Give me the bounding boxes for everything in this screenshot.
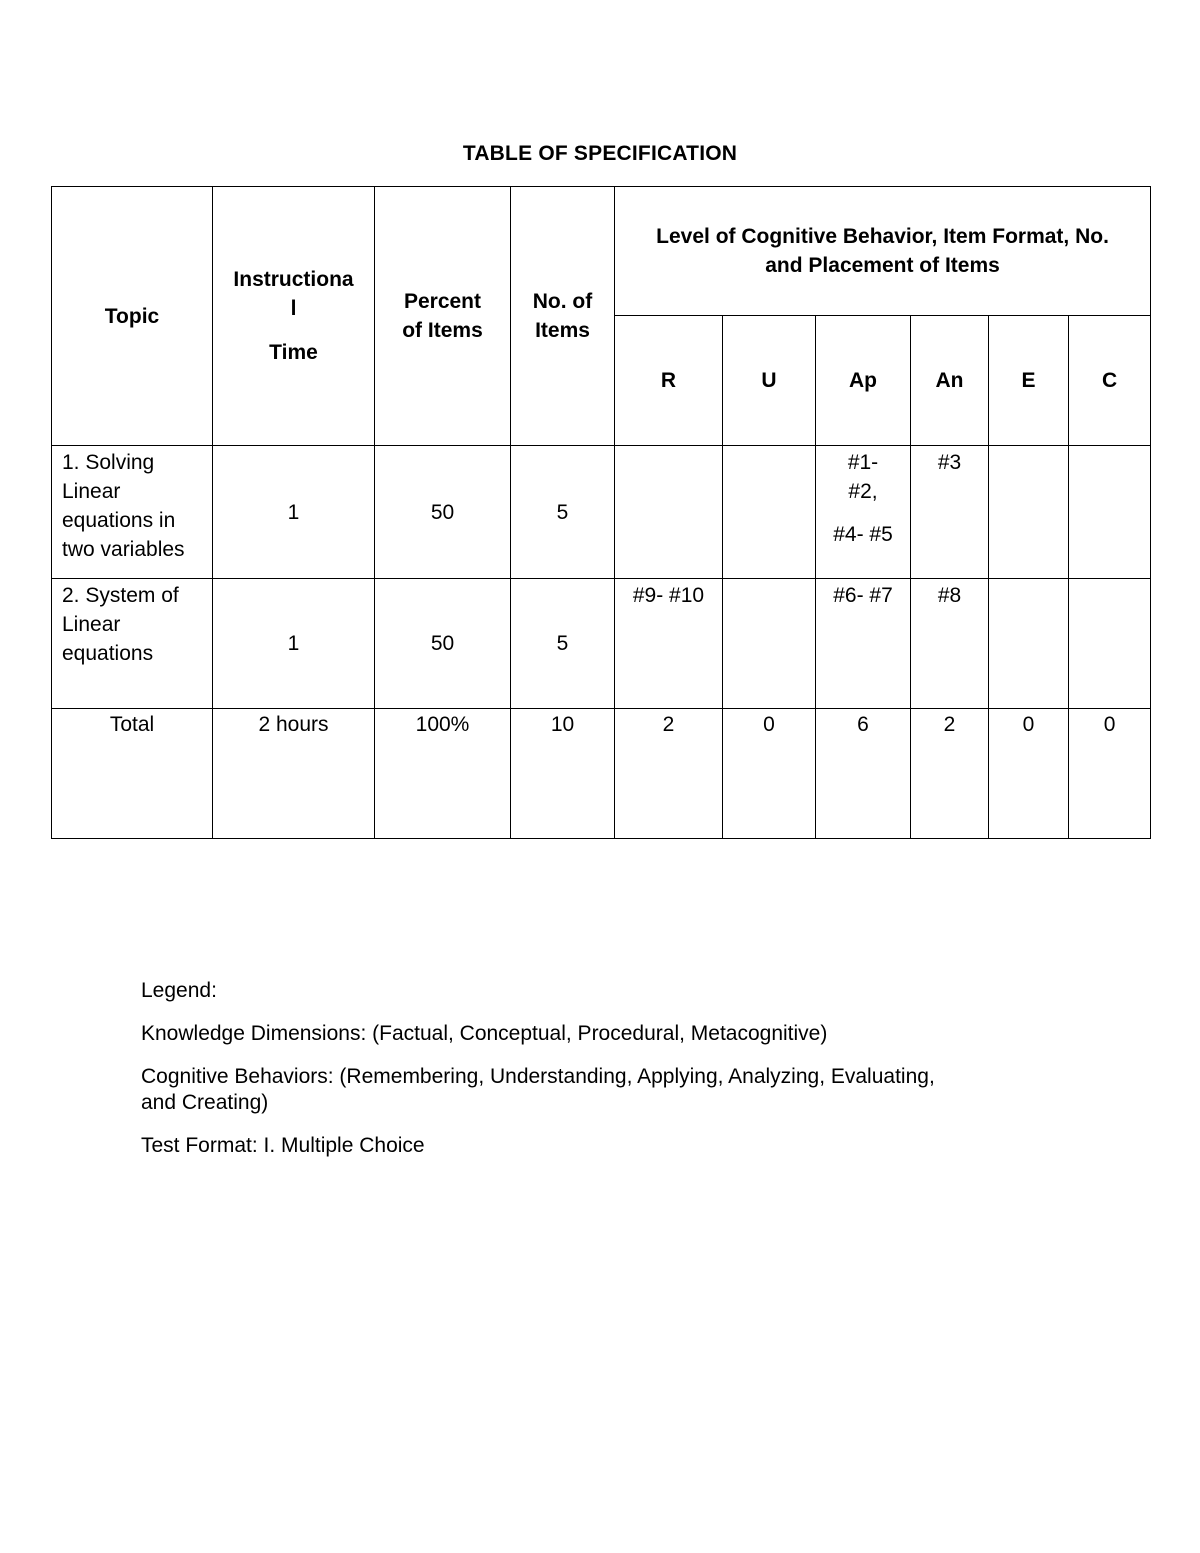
header-level-r: R <box>615 316 723 446</box>
header-topic: Topic <box>52 187 213 446</box>
header-row <box>52 187 1151 316</box>
legend-cognitive-behaviors: Cognitive Behaviors: (Remembering, Understanding, Applying, Analyzing, Evaluating, and Creating) <box>141 1065 935 1114</box>
total-level-u-cell: 0 <box>723 709 816 839</box>
total-label-cell: Total <box>52 709 213 839</box>
header-level-c: C <box>1069 316 1151 446</box>
total-level-an-cell: 2 <box>911 709 989 839</box>
level-c-cell <box>1069 579 1151 709</box>
level-u-cell <box>723 579 816 709</box>
total-level-c-cell: 0 <box>1069 709 1151 839</box>
header-cognitive-level: Level of Cognitive Behavior, Item Format, No. and Placement of Items <box>615 187 1151 316</box>
level-e-cell <box>989 446 1069 579</box>
legend-heading: Legend: <box>141 979 217 1002</box>
percent-cell: 50 <box>375 446 511 579</box>
header-instructional-time: Instructiona l Time <box>213 187 375 446</box>
total-level-e-cell: 0 <box>989 709 1069 839</box>
level-c-cell <box>1069 446 1151 579</box>
time-cell: 1 <box>213 579 375 709</box>
header-level-u: U <box>723 316 816 446</box>
items-cell: 5 <box>511 579 615 709</box>
total-items-cell: 10 <box>511 709 615 839</box>
time-cell: 1 <box>213 446 375 579</box>
page-title: TABLE OF SPECIFICATION <box>462 142 738 165</box>
topic-cell: 1. Solving Linear equations in two variables <box>52 446 213 579</box>
total-level-r-cell: 2 <box>615 709 723 839</box>
level-r-cell <box>615 446 723 579</box>
level-an-cell: #8 <box>911 579 989 709</box>
total-row <box>52 709 1151 839</box>
level-r-cell: #9- #10 <box>615 579 723 709</box>
header-level-ap: Ap <box>816 316 911 446</box>
table-row <box>52 446 1151 579</box>
header-percent-of-items: Percent of Items <box>375 187 511 446</box>
percent-cell: 50 <box>375 579 511 709</box>
table-row <box>52 579 1151 709</box>
header-no-of-items: No. of Items <box>511 187 615 446</box>
level-ap-cell: #6- #7 <box>816 579 911 709</box>
header-level-an: An <box>911 316 989 446</box>
level-u-cell <box>723 446 816 579</box>
legend <box>141 978 1041 1176</box>
level-an-cell: #3 <box>911 446 989 579</box>
legend-knowledge-dimensions: Knowledge Dimensions: (Factual, Conceptual, Procedural, Metacognitive) <box>141 1022 828 1045</box>
total-time-cell: 2 hours <box>213 709 375 839</box>
header-level-e: E <box>989 316 1069 446</box>
total-level-ap-cell: 6 <box>816 709 911 839</box>
level-e-cell <box>989 579 1069 709</box>
legend-test-format: Test Format: I. Multiple Choice <box>141 1134 425 1157</box>
items-cell: 5 <box>511 446 615 579</box>
specification-table <box>51 186 1151 839</box>
topic-cell: 2. System of Linear equations <box>52 579 213 709</box>
level-ap-cell: #1- #2, #4- #5 <box>816 446 911 579</box>
total-percent-cell: 100% <box>375 709 511 839</box>
